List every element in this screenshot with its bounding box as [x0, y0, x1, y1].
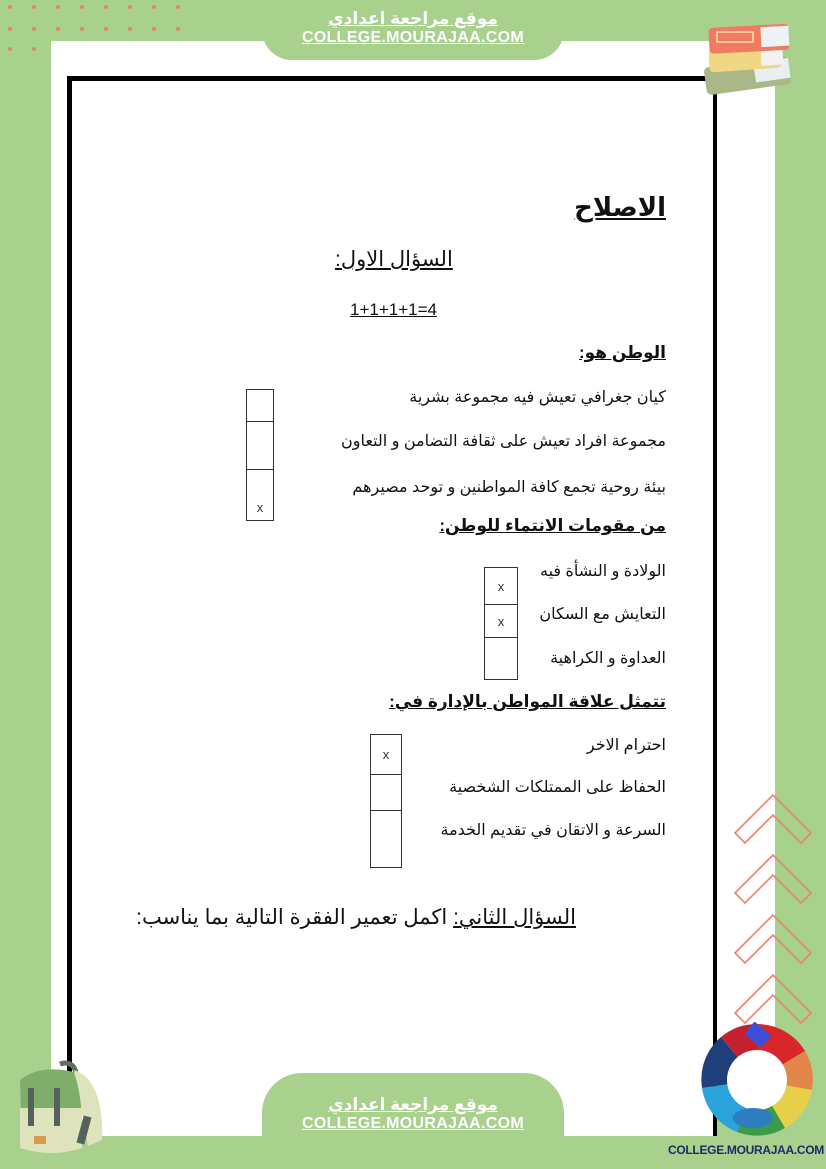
option-text: مجموعة افراد تعيش على ثقافة التضامن و التعاون [341, 433, 666, 450]
page-title: الاصلاح [574, 192, 666, 222]
section-heading: تتمثل علاقة المواطن بالإدارة في: [389, 692, 666, 711]
question1-heading: السؤال الاول: [335, 248, 453, 271]
option-text: السرعة و الاتقان في تقديم الخدمة [440, 822, 666, 839]
question1-scoring: 1+1+1+1=4 [350, 300, 437, 319]
option-text: احترام الاخر [586, 737, 666, 754]
question2-heading: السؤال الثاني: [453, 906, 576, 929]
answer-box[interactable] [371, 811, 401, 866]
brand-url[interactable]: COLLEGE.MOURAJAA.COM [302, 29, 524, 46]
brand-arabic: موقع مراجعة اعدادي [328, 9, 498, 28]
option-text: بيئة روحية تجمع كافة المواطنين و توحد مصيرهم [352, 479, 666, 496]
question2 [136, 905, 576, 930]
brand-url[interactable]: COLLEGE.MOURAJAA.COM [302, 1115, 524, 1132]
logo-url[interactable]: COLLEGE.MOURAJAA.COM [668, 1143, 825, 1157]
option-text: العداوة و الكراهية [550, 650, 666, 667]
answer-box[interactable] [247, 390, 273, 422]
answer-box-column [246, 389, 274, 521]
answer-box-column [484, 567, 518, 680]
question2-instruction: اكمل تعمير الفقرة التالية بما يناسب: [136, 906, 448, 929]
option-text: الولادة و النشأة فيه [539, 563, 666, 580]
answer-box[interactable]: x [256, 500, 264, 515]
answer-box[interactable] [247, 422, 273, 470]
brand-arabic: موقع مراجعة اعدادي [328, 1095, 498, 1114]
answer-box-column [370, 734, 402, 868]
answer-box[interactable]: x [485, 568, 517, 605]
answer-box[interactable]: x [485, 605, 517, 638]
option-text: كيان جغرافي تعيش فيه مجموعة بشرية [409, 389, 666, 406]
answer-box[interactable] [371, 775, 401, 811]
answer-box[interactable] [485, 638, 517, 678]
option-text: الحفاظ على الممتلكات الشخصية [449, 779, 666, 796]
section-heading: الوطن هو: [578, 343, 666, 362]
answer-box[interactable]: x [371, 735, 401, 775]
option-text: التعايش مع السكان [539, 606, 666, 623]
section-heading: من مقومات الانتماء للوطن: [439, 516, 666, 535]
